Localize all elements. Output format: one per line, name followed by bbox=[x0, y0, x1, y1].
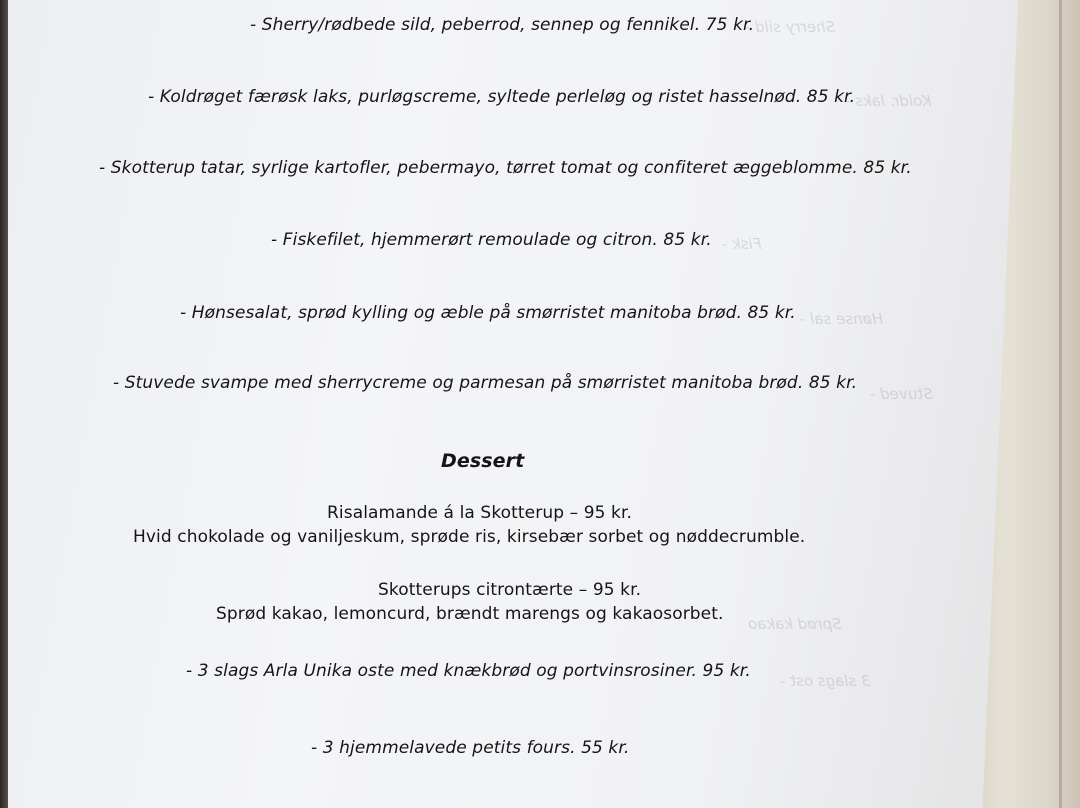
dessert-heading: Dessert bbox=[441, 450, 525, 472]
show-through-text: Sprød kakao bbox=[748, 615, 842, 633]
menu-item: - Skotterup tatar, syrlige kartofler, pebermayo, tørret tomat og confiteret æggeblomme. 85 kr. bbox=[99, 158, 912, 178]
menu-item: - Fiskefilet, hjemmerørt remoulade og citron. 85 kr. bbox=[271, 230, 712, 250]
dessert-title: Skotterups citrontærte – 95 kr. bbox=[378, 580, 642, 600]
show-through-text: Koldr. laks - bbox=[845, 92, 932, 110]
menu-item-cheese: - 3 slags Arla Unika oste med knækbrød og portvinsrosiner. 95 kr. bbox=[186, 661, 751, 681]
dessert-title: Risalamande á la Skotterup – 95 kr. bbox=[327, 503, 633, 523]
background-sheet-fold bbox=[1059, 0, 1062, 808]
menu-item: - Hønsesalat, sprød kylling og æble på smørristet manitoba brød. 85 kr. bbox=[180, 303, 796, 323]
show-through-text: Hønse sal - bbox=[800, 310, 884, 328]
menu-item: - Stuvede svampe med sherrycreme og parmesan på smørristet manitoba brød. 85 kr. bbox=[113, 373, 858, 393]
show-through-text: 3 slags ost - bbox=[780, 672, 871, 690]
menu-item: - Sherry/rødbede sild, peberrod, sennep og fennikel. 75 kr. bbox=[250, 15, 755, 35]
menu-item: - Koldrøget færøsk laks, purløgscreme, syltede perleløg og ristet hasselnød. 85 kr. bbox=[148, 87, 856, 107]
dessert-description: Hvid chokolade og vaniljeskum, sprøde ris, kirsebær sorbet og nøddecrumble. bbox=[133, 527, 806, 547]
dessert-description: Sprød kakao, lemoncurd, brændt marengs og kakaosorbet. bbox=[216, 604, 724, 624]
menu-item-petits-fours: - 3 hjemmelavede petits fours. 55 kr. bbox=[311, 738, 630, 758]
show-through-text: Fisk - bbox=[722, 235, 762, 253]
show-through-text: Sherry sild - bbox=[745, 18, 836, 36]
show-through-text: Stuved - bbox=[870, 385, 933, 403]
